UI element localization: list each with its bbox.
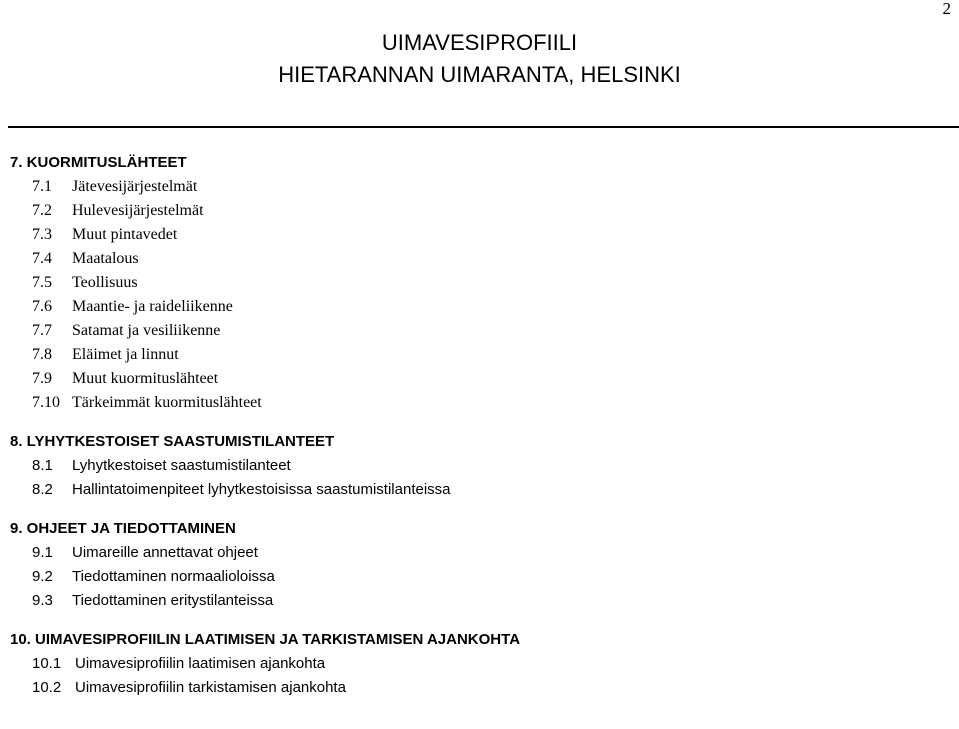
toc-item-label: Satamat ja vesiliikenne xyxy=(72,322,221,339)
toc-item-label: Teollisuus xyxy=(72,274,138,291)
toc-item xyxy=(10,343,950,367)
toc-section-9 xyxy=(10,517,950,613)
toc-item-label: Lyhytkestoiset saastumistilanteet xyxy=(72,457,291,474)
toc-item-number: 7.8 xyxy=(32,346,52,363)
document-title xyxy=(0,27,959,91)
toc-item-label: Tiedottaminen normaalioloissa xyxy=(72,568,275,585)
section-heading: 7. KUORMITUSLÄHTEET xyxy=(10,154,187,171)
title-line-2: HIETARANNAN UIMARANTA, HELSINKI xyxy=(278,62,681,87)
toc-item xyxy=(10,541,950,565)
toc-item-number: 8.1 xyxy=(32,457,53,474)
toc-item xyxy=(10,652,950,676)
toc-item-number: 7.1 xyxy=(32,178,52,195)
toc-item-label: Maatalous xyxy=(72,250,139,267)
toc-item-number: 7.6 xyxy=(32,298,52,315)
toc-item-number: 10.2 xyxy=(32,679,62,696)
toc-item xyxy=(10,589,950,613)
toc-item-number: 9.2 xyxy=(32,568,53,585)
toc-list xyxy=(10,175,950,415)
toc-item-label: Uimareille annettavat ohjeet xyxy=(72,544,258,561)
toc-item xyxy=(10,565,950,589)
toc-item-number: 10.1 xyxy=(32,655,62,672)
page-number: 2 xyxy=(942,0,951,18)
toc-item-number: 7.4 xyxy=(32,250,52,267)
toc-item-label: Hulevesijärjestelmät xyxy=(72,202,204,219)
toc-item-label: Tärkeimmät kuormituslähteet xyxy=(72,394,262,411)
toc-item-number: 8.2 xyxy=(32,481,53,498)
toc-item-number: 7.9 xyxy=(32,370,52,387)
toc-item-label: Maantie- ja raideliikenne xyxy=(72,298,233,315)
toc-item-label: Uimavesiprofiilin laatimisen ajankohta xyxy=(75,655,326,672)
toc-item xyxy=(10,676,950,700)
toc-item xyxy=(10,295,950,319)
toc-item-number: 9.1 xyxy=(32,544,53,561)
toc-item-label: Hallintatoimenpiteet lyhytkestoisissa saastumistilanteissa xyxy=(72,481,451,498)
title-line-1: UIMAVESIPROFIILI xyxy=(381,30,578,55)
toc-section-8 xyxy=(10,430,950,502)
toc-item-label: Eläimet ja linnut xyxy=(72,346,179,363)
section-spacer xyxy=(10,613,950,628)
toc-item xyxy=(10,223,950,247)
toc-item xyxy=(10,247,950,271)
toc-item-number: 9.3 xyxy=(32,592,53,609)
toc-item-label: Jätevesijärjestelmät xyxy=(72,178,198,195)
header-divider xyxy=(8,126,959,128)
toc-item xyxy=(10,199,950,223)
toc-item xyxy=(10,319,950,343)
toc-item xyxy=(10,367,950,391)
section-spacer xyxy=(10,502,950,517)
toc-item-label: Tiedottaminen eritystilanteissa xyxy=(72,592,274,609)
toc-item-label: Uimavesiprofiilin tarkistamisen ajankohta xyxy=(75,679,346,696)
toc-item xyxy=(10,454,950,478)
toc-item xyxy=(10,391,950,415)
toc-section-10 xyxy=(10,628,950,700)
toc-item-number: 7.5 xyxy=(32,274,52,291)
toc-item-label: Muut kuormituslähteet xyxy=(72,370,219,387)
toc-item-label: Muut pintavedet xyxy=(72,226,178,243)
table-of-contents xyxy=(10,151,950,700)
toc-item-number: 7.2 xyxy=(32,202,52,219)
toc-item xyxy=(10,175,950,199)
toc-item-number: 7.10 xyxy=(32,394,60,411)
toc-item-number: 7.7 xyxy=(32,322,52,339)
section-spacer xyxy=(10,415,950,430)
section-heading: 10. UIMAVESIPROFIILIN LAATIMISEN JA TARKISTAMISEN AJANKOHTA xyxy=(10,631,521,648)
toc-section-7 xyxy=(10,151,950,415)
section-heading: 8. LYHYTKESTOISET SAASTUMISTILANTEET xyxy=(10,433,335,450)
section-heading: 9. OHJEET JA TIEDOTTAMINEN xyxy=(10,520,236,537)
toc-item xyxy=(10,271,950,295)
toc-item xyxy=(10,478,950,502)
toc-item-number: 7.3 xyxy=(32,226,52,243)
